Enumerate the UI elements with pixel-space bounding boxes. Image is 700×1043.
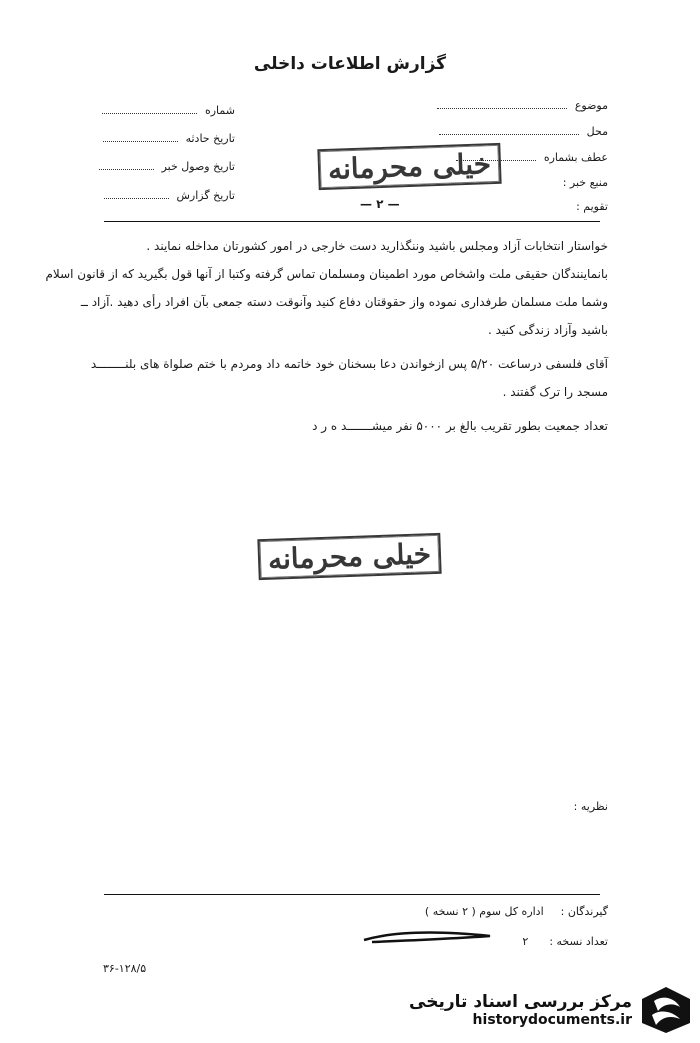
field-report-date-label: تاریخ گزارش	[176, 189, 235, 202]
field-calendar	[576, 200, 608, 213]
watermark-url: historydocuments.ir	[472, 1012, 632, 1028]
copies-label: تعداد نسخه :	[549, 935, 608, 948]
body-line: مسجد را ترک گفتند .	[502, 385, 608, 399]
opinion-label: نظریه :	[573, 800, 608, 813]
field-subject	[437, 99, 608, 112]
body-line: بانماینندگان حقیقی ملت واشخاص مورد اطمینان ومسلمان تماس گرفته وکتبا از آنها قول بگیرید که از قانون اسلام	[45, 267, 608, 281]
field-subject-dots	[437, 100, 567, 109]
field-incident-date	[103, 132, 235, 145]
field-number-dots	[102, 105, 197, 114]
copies-row	[522, 935, 608, 948]
body-line: آقای فلسفی درساعت ۵/۲۰ پس ازخواندن دعا بسخنان خود خاتمه داد ومردم با ختم صلواة های بلنــــــــد	[90, 357, 608, 371]
report-body	[45, 232, 608, 440]
body-line: خواستار انتخابات آزاد ومجلس باشید وننگذارید دست خارجی در امور کشورتان مداخله نمایند .	[146, 239, 608, 253]
reference-number: ۳۶-۱۲۸/۵	[103, 962, 147, 975]
field-receipt-date	[99, 160, 235, 173]
document-title: گزارش اطلاعات داخلی	[253, 54, 447, 74]
body-line: باشید وآزاد زندگی کنید .	[487, 323, 608, 337]
handwritten-mark	[362, 928, 494, 948]
field-source-label: منبع خبر :	[562, 176, 608, 189]
field-report-date	[104, 189, 235, 202]
archive-logo-icon	[640, 985, 692, 1035]
field-calendar-label: تقویم :	[576, 200, 608, 213]
field-place	[439, 125, 608, 138]
field-report-date-dots	[104, 190, 169, 199]
field-place-label: محل	[586, 125, 608, 138]
confidential-stamp-top: خیلی محرمانه	[317, 143, 501, 190]
field-reference-label: عطف بشماره	[543, 151, 608, 164]
field-receipt-date-dots	[99, 161, 154, 170]
body-line: تعداد جمعیت بطور تقریب بالغ بر ۵۰۰۰ نفر میشـــــــد ه ر د	[312, 419, 608, 433]
field-incident-date-label: تاریخ حادثه	[185, 132, 235, 145]
page-number: — ۲ —	[360, 197, 400, 211]
recipients-label: گیرندگان :	[560, 905, 608, 918]
recipients-row	[425, 905, 608, 918]
field-source	[563, 176, 608, 189]
field-number	[102, 104, 235, 117]
watermark-title: مرکز بررسی اسناد تاریخی	[409, 992, 632, 1012]
footer-divider	[104, 894, 600, 895]
watermark	[409, 985, 692, 1035]
recipients-value: اداره کل سوم ( ۲ نسخه )	[424, 905, 544, 918]
copies-value: ۲	[522, 935, 529, 948]
field-number-label: شماره	[204, 104, 235, 117]
field-subject-label: موضوع	[574, 99, 608, 112]
field-place-dots	[439, 126, 579, 135]
confidential-stamp-middle: خیلی محرمانه	[257, 533, 441, 580]
header-divider	[104, 221, 600, 222]
field-receipt-date-label: تاریخ وصول خبر	[161, 160, 235, 173]
field-incident-date-dots	[103, 133, 178, 142]
body-line: وشما ملت مسلمان طرفداری نموده واز حقوقتان دفاع کنید وآنوقت دسته جمعی بآن افراد رأی دهید .آزاد ــ	[80, 295, 608, 309]
